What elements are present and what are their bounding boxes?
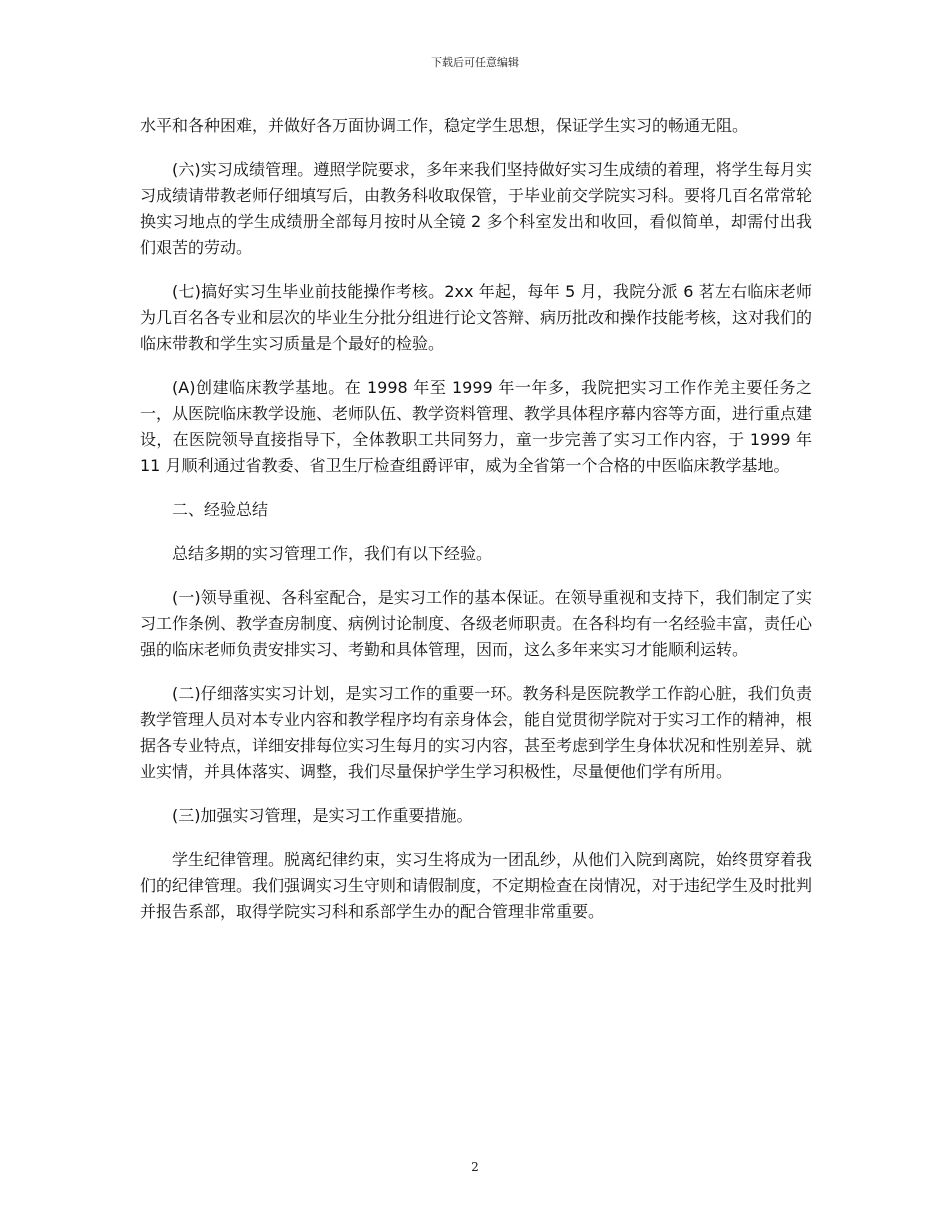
document-body (140, 113, 812, 943)
paragraph-9: (三)加强实习管理，是实习工作重要措施。 (172, 806, 473, 825)
paragraph-7: (一)领导重视、各科室配合，是实习工作的基本保证。在领导重视和支持下，我们制定了实习工作条例、教学查房制度、病例讨论制度、各级老师职责。在各科均有一名经验丰富，责任心强的临床老师负责安排实习、考勤和具体管理，因而，这么多年来实习才能顺利运转。 (140, 588, 813, 659)
paragraph-3: (七)搞好实习生毕业前技能操作考核。2xx 年起，每年 5 月，我院分派 6 茗左右临床老师为几百名各专业和层次的毕业生分批分组进行论文答辩、病历批改和操作技能考核，这对我们的临床带教和学生实习质量是个最好的检验。 (140, 282, 813, 353)
paragraph-2: (六)实习成绩管理。遵照学院要求，多年来我们坚持做好实习生成绩的着理，将学生每月实习成绩请带教老师仔细填写后，由教务科收取保管，于毕业前交学院实习科。要将几百名常常轮换实习地点的学生成绩册全部每月按时从全镜 2 多个科室发出和收回，看似简单，却需付出我们艰苦的劳动。 (140, 160, 813, 257)
page-number: 2 (471, 1160, 479, 1174)
section-heading: 二、经验总结 (172, 500, 269, 519)
paragraph-4: (A)创建临床教学基地。在 1998 年至 1999 年一年多，我院把实习工作作羌主要任务之一，从医院临床教学设施、老师队伍、教学资料管理、教学具体程序幕内容等方面，进行重点建设，在医院领导直接指导下，全体教职工共同努力，童一步完善了实习工作内容，于 1999 年 11 月顺利通过省教委、省卫生厅检查组爵评审，威为全省第一个合格的中医临床教学基地。 (140, 378, 813, 475)
paragraph-10: 学生纪律管理。脱离纪律约束，实习生将成为一团乱纱，从他们入院到离院，始终贯穿着我们的纪律管理。我们强调实习生守则和请假制度，不定期检查在岗情况，对于违纪学生及时批判并报告系部，取得学院实习科和系部学生办的配合管理非常重要。 (140, 850, 813, 921)
paragraph-6: 总结多期的实习管理工作，我们有以下经验。 (172, 544, 493, 563)
paragraph-1: 水平和各种困难，并做好各万面协调工作，稳定学生思想，保证学生实习的畅通无阻。 (140, 116, 749, 135)
paragraph-8: (二)仔细落实实习计划，是实习工作的重要一环。教务科是医院教学工作韵心脏，我们负责教学管理人员对本专业内容和教学程序均有亲身体会，能自觉贯彻学院对于实习工作的精神，根据各专业特点，详细安排每位实习生每月的实习内容，甚至考虑到学生身体状况和性别差异、就业实情，并具体落实、调整，我们尽量保护学生学习积极性，尽量便他们学有所用。 (140, 684, 813, 781)
page-header: 下载后可任意编辑 (431, 56, 519, 69)
